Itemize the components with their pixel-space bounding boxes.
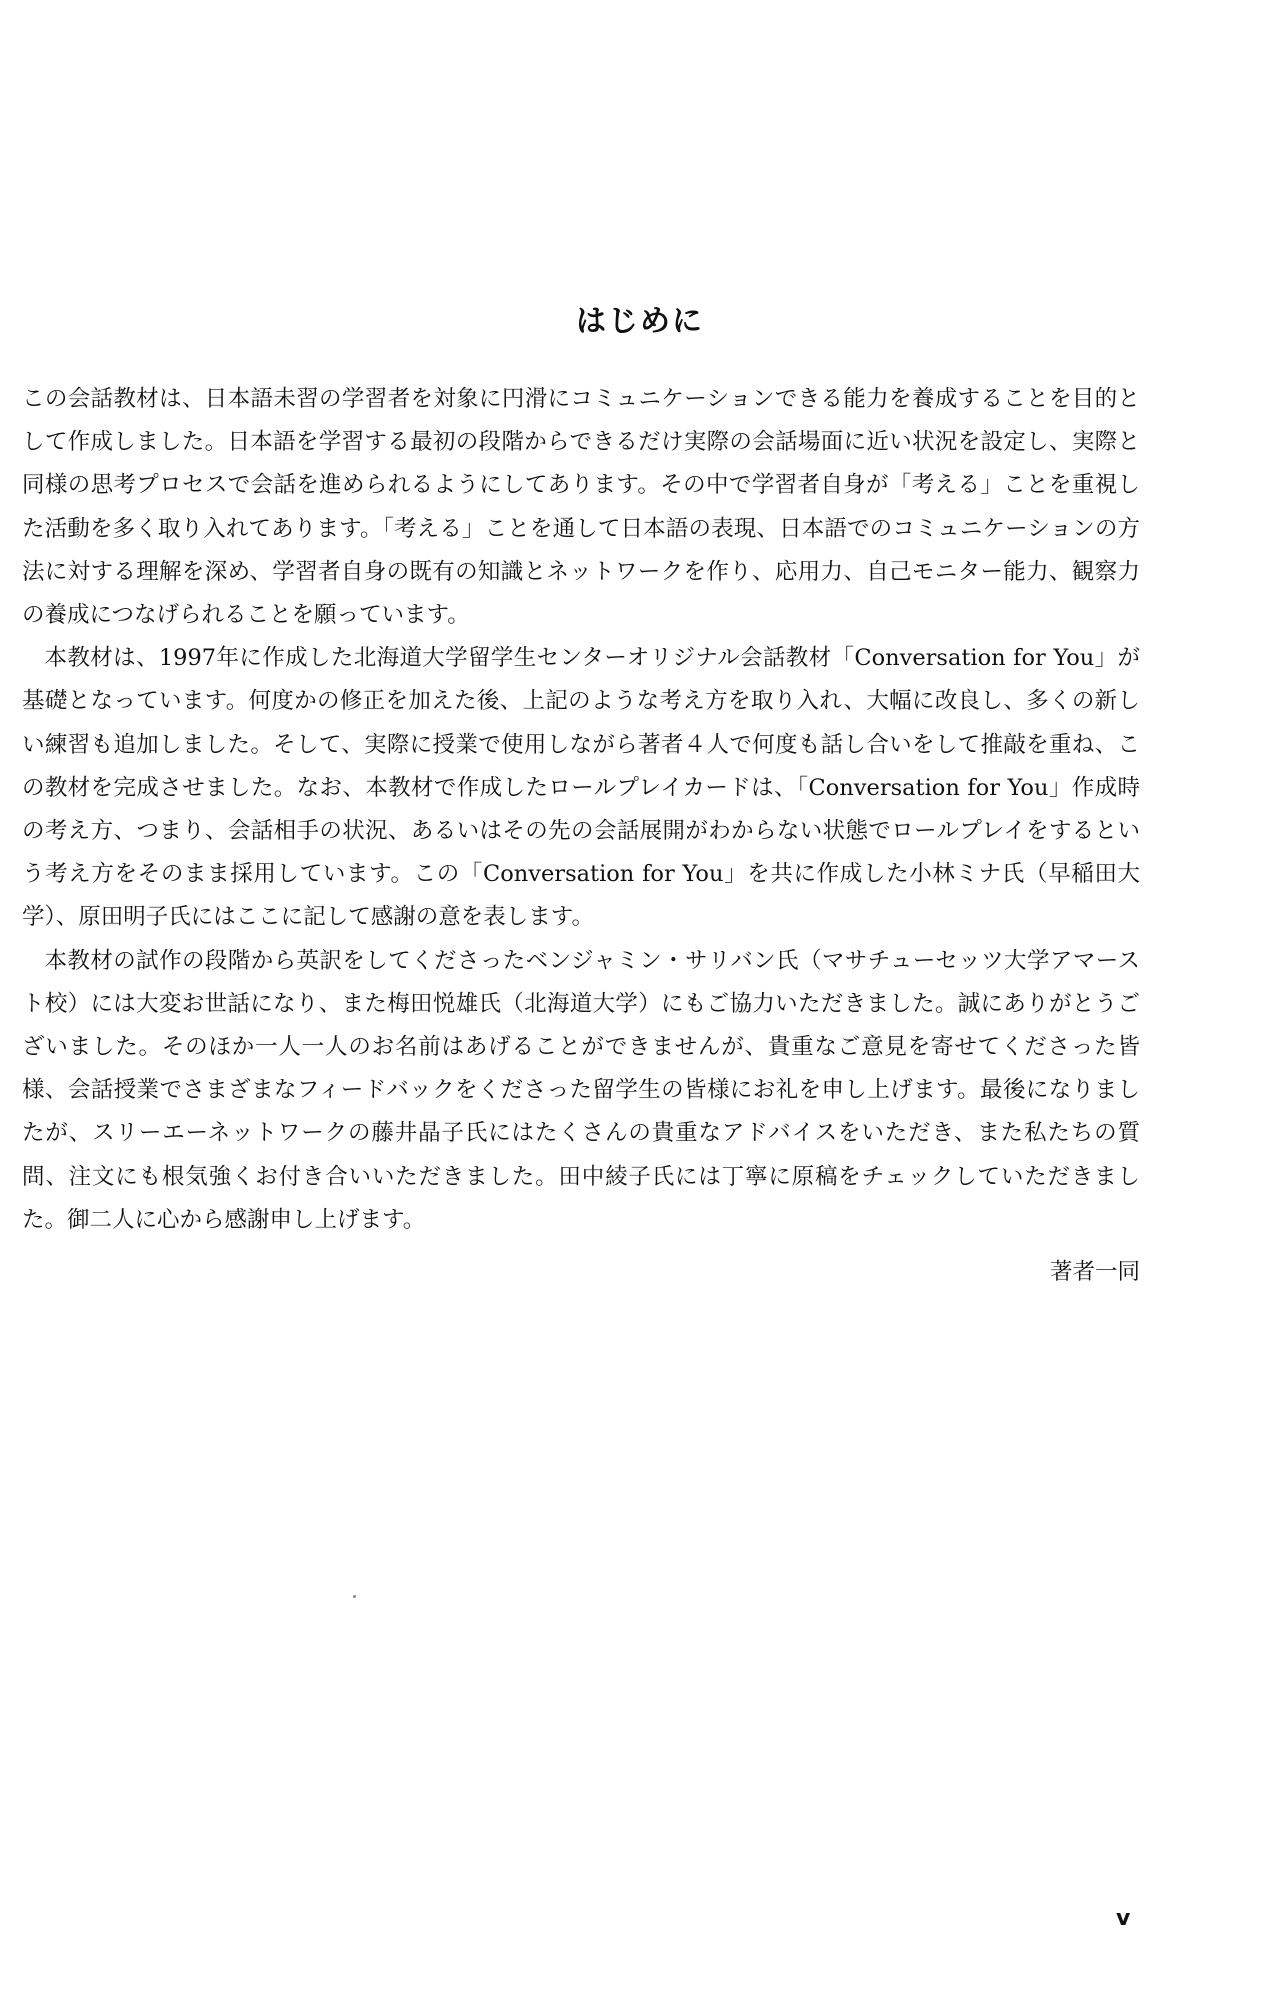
paragraph-2: 本教材は、1997年に作成した北海道大学留学生センターオリジナル会話教材「Conversation for You」が基礎となっています。何度かの修正を加えた後、上記のような考え方を取り入れ、大幅に改良し、多くの新しい練習も追加しました。そして、実際に授業で使用しながら著者４人で何度も話し合いをして推敲を重ね、この教材を完成させました。なお、本教材で作成したロールプレイカードは、「Conversation for You」作成時の考え方、つまり、会話相手の状況、あるいはその先の会話展開がわからない状態でロールプレイをするという考え方をそのまま採用しています。この「Conversation for You」を共に作成した小林ミナ氏（早稲田大学）、原田明子氏にはここに記して感謝の意を表します。 — [22, 645, 1140, 931]
author-signature: 著者一同 — [1049, 1259, 1140, 1285]
paragraph-3: 本教材の試作の段階から英訳をしてくださったベンジャミン・サリバン氏（マサチューセッツ大学アマースト校）には大変お世話になり、また梅田悦雄氏（北海道大学）にもご協力いただきました。誠にありがとうございました。そのほか一人一人のお名前はあげることができませんが、貴重なご意見を寄せてくださった皆様、会話授業でさまざまなフィードバックをくださった留学生の皆様にお礼を申し上げます。最後になりましたが、スリーエーネットワークの藤井晶子氏にはたくさんの貴重なアドバイスをいただき、また私たちの質問、注文にも根気強くお付き合いいただきました。田中綾子氏には丁寧に原稿をチェックしていただきました。御二人に心から感謝申し上げます。 — [22, 947, 1140, 1233]
speck-mark — [353, 1595, 356, 1598]
page-number: v — [1116, 1906, 1131, 1931]
page-title: はじめに — [576, 304, 704, 339]
preface-body — [22, 378, 1140, 1242]
paragraph-1: この会話教材は、日本語未習の学習者を対象に円滑にコミュニケーションできる能力を養成することを目的として作成しました。日本語を学習する最初の段階からできるだけ実際の会話場面に近い状況を設定し、実際と同様の思考プロセスで会話を進められるようにしてあります。その中で学習者自身が「考える」ことを重視した活動を多く取り入れてあります。「考える」ことを通して日本語の表現、日本語でのコミュニケーションの方法に対する理解を深め、学習者自身の既有の知識とネットワークを作り、応用力、自己モニター能力、観察力の養成につなげられることを願っています。 — [22, 386, 1140, 629]
